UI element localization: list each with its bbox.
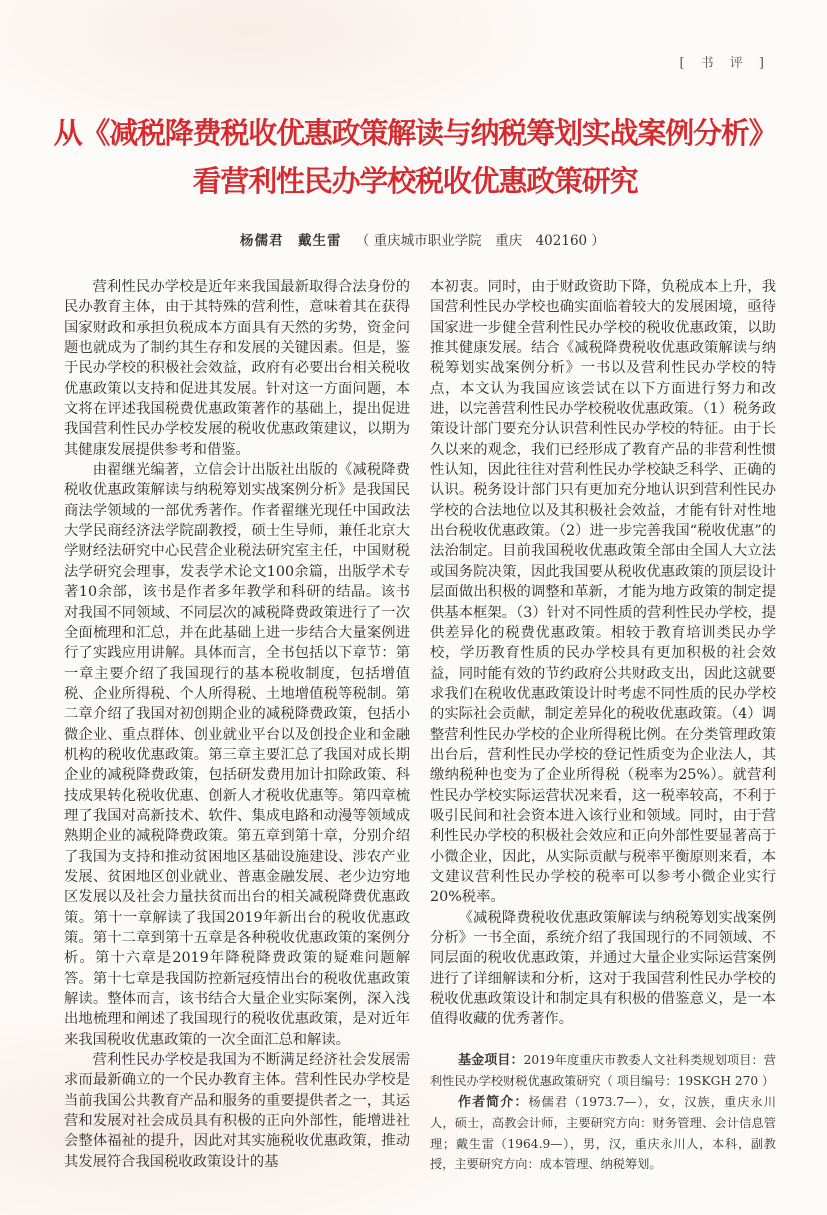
author-text: 杨儒君（1973.7—），女，汉族，重庆永川人，硕士，高教会计师，主要研究方向：财务管理、会计信息管理；戴生雷（1964.9—），男，汉，重庆永川人，本科，副教授，主要研究方向：成本管理、纳税筹划。 [430,1094,776,1172]
paragraph: 由翟继光编著，立信会计出版社出版的《减税降费税收优惠政策解读与纳税筹划实战案例分析》是我国民商法学领域的一部优秀著作。作者翟继光现任中国政法大学民商经济法学院副教授，硕士生导师，兼任北京大学财经法研究中心民营企业税法研究室主任，中国财税法学研究会理事，发表学术论文100余篇，出版学术专著10余部，该书是作者多年教学和科研的结晶。该书对我国不同领域、不同层次的减税降费政策进行了一次全面梳理和汇总，并在此基础上进一步结合大量案例进行了实践应用讲解。具体而言，全书包括以下章节：第一章主要介绍了我国现行的基本税收制度，包括增值税、企业所得税、个人所得税、土地增值税等税制。第二章介绍了我国对初创期企业的减税降费政策，包括小微企业、重点群体、创业就业平台以及创投企业和金融机构的税收优惠政策。第三章主要汇总了我国对成长期企业的减税降费政策，包括研发费用加计扣除政策、科技成果转化税收优惠、创新人才税收优惠等。第四章梳理了我国对高新技术、软件、集成电路和动漫等领域成熟期企业的减税降费政策。第五章到第十章，分别介绍了我国为支持和推动贫困地区基础设施建设、涉农产业发展、贫困地区创业就业、普惠金融发展、老少边穷地区发展以及社会力量扶贫而出台的相关减税降费优惠政策。第十一章解读了我国2019年新出台的税收优惠政策。第十二章到第十五章是各种税收优惠政策的案例分析。第十六章是2019年降税降费政策的疑难问题解答。第十七章是我国防控新冠疫情出台的税收优惠政策解读。整体而言，该书结合大量企业实际案例，深入浅出地梳理和阐述了我国现行的税收优惠政策，是对近年来我国税收优惠政策的一次全面汇总和解读。 [64,462,410,1048]
article-notes [430,1050,776,1175]
fund-text: 2019年度重庆市教委人文社科类规划项目：营利性民办学校财税优惠政策研究（ 项目编号：19SKGH 270 ） [430,1052,776,1089]
author-note [430,1092,776,1175]
left-column [64,277,410,1172]
paragraph: 营利性民办学校是近年来我国最新取得合法身份的民办教育主体，由于其特殊的营利性，意味着其在获得国家财政和承担负税成本方面具有天然的劣势，资金问题也就成为了制约其生存和发展的关键因素。但是，鉴于民办学校的积极社会效益，政府有必要出台相关税收优惠政策以支持和促进其发展。针对这一方面问题，本文将在评述我国税费优惠政策著作的基础上，提出促进我国营利性民办学校发展的税收优惠政策建议，以期为其健康发展提供参考和借鉴。 [64,279,410,458]
section-tag-row [64,52,776,76]
body-columns [64,277,776,1175]
article-title [24,109,806,205]
affiliation: （ 重庆城市职业学院 重庆 402160 ） [355,233,605,249]
paragraph: 本初衷。同时，由于财政资助下降，负税成本上升，我国营利性民办学校也确实面临着较大的发展困境，亟待国家进一步健全营利性民办学校的税收优惠政策，以助推其健康发展。结合《减税降费税收优惠政策解读与纳税筹划实战案例分析》一书以及营利性民办学校的特点，本文认为我国应该尝试在以下方面进行努力和改进，以完善营利性民办学校税收优惠政策。（1）税务政策设计部门要充分认识营利性民办学校的特征。由于长久以来的观念，我们已经形成了教育产品的非营利性惯性认知，因此往往对营利性民办学校缺乏科学、正确的认识。税务设计部门只有更加充分地认识到营利性民办学校的合法地位以及其积极社会效益，才能有针对性地出台税收优惠政策。（2）进一步完善我国“税收优惠”的法治制定。目前我国税收优惠政策全部由全国人大立法或国务院决策，因此我国要从税收优惠政策的顶层设计层面做出积极的调整和革新，才能为地方政策的制定提供基本框架。（3）针对不同性质的营利性民办学校，提供差异化的税费优惠政策。相较于教育培训类民办学校，学历教育性质的民办学校具有更加积极的社会效益，同时能有效的节约政府公共财政支出，因此这就要求我们在税收优惠政策设计时考虑不同性质的民办学校的实际社会贡献，制定差异化的税收优惠政策。（4）调整营利性民办学校的企业所得税比例。在分类管理政策出台后，营利性民办学校的登记性质变为企业法人，其缴纳税种也变为了企业所得税（税率为25%）。就营利性民办学校实际运营状况来看，这一税率较高，不利于吸引民间和社会资本进入该行业和领域。同时，由于营利性民办学校的积极社会效应和正向外部性要显著高于小微企业，因此，从实际贡献与税率平衡原则来看，本文建议营利性民办学校的税率可以参考小微企业实行20%税率。 [430,279,776,906]
fund-label: 基金项目： [458,1052,524,1068]
article-title-line-1: 从《减税降费税收优惠政策解读与纳税筹划实战案例分析》 [53,116,777,150]
author-label: 作者简介： [458,1094,529,1110]
section-tag: [ 书 评 ] [679,56,770,71]
fund-note [430,1050,776,1092]
authors: 杨儒君 戴生雷 [240,233,342,249]
paragraph: 营利性民办学校是我国为不断满足经济社会发展需求而最新确立的一个民办教育主体。营利性民办学校是当前我国公共教育产品和服务的重要提供者之一，其运营和发展对社会成员具有积极的正向外部性，能增进社会整体福祉的提升，因此对其实施税收优惠政策，推动其发展符合我国税收政策设计的基 [64,1052,410,1170]
byline [240,231,776,251]
article-title-line-2: 看营利性民办学校税收优惠政策研究 [192,164,638,198]
right-column [430,277,776,1175]
paragraph: 《减税降费税收优惠政策解读与纳税筹划实战案例分析》一书全面，系统介绍了我国现行的不同领域、不同层面的税收优惠政策，并通过大量企业实际运营案例进行了详细解读和分析，这对于我国营利性民办学校的税收优惠政策设计和制定具有积极的借鉴意义，是一本值得收藏的优秀著作。 [430,909,776,1028]
